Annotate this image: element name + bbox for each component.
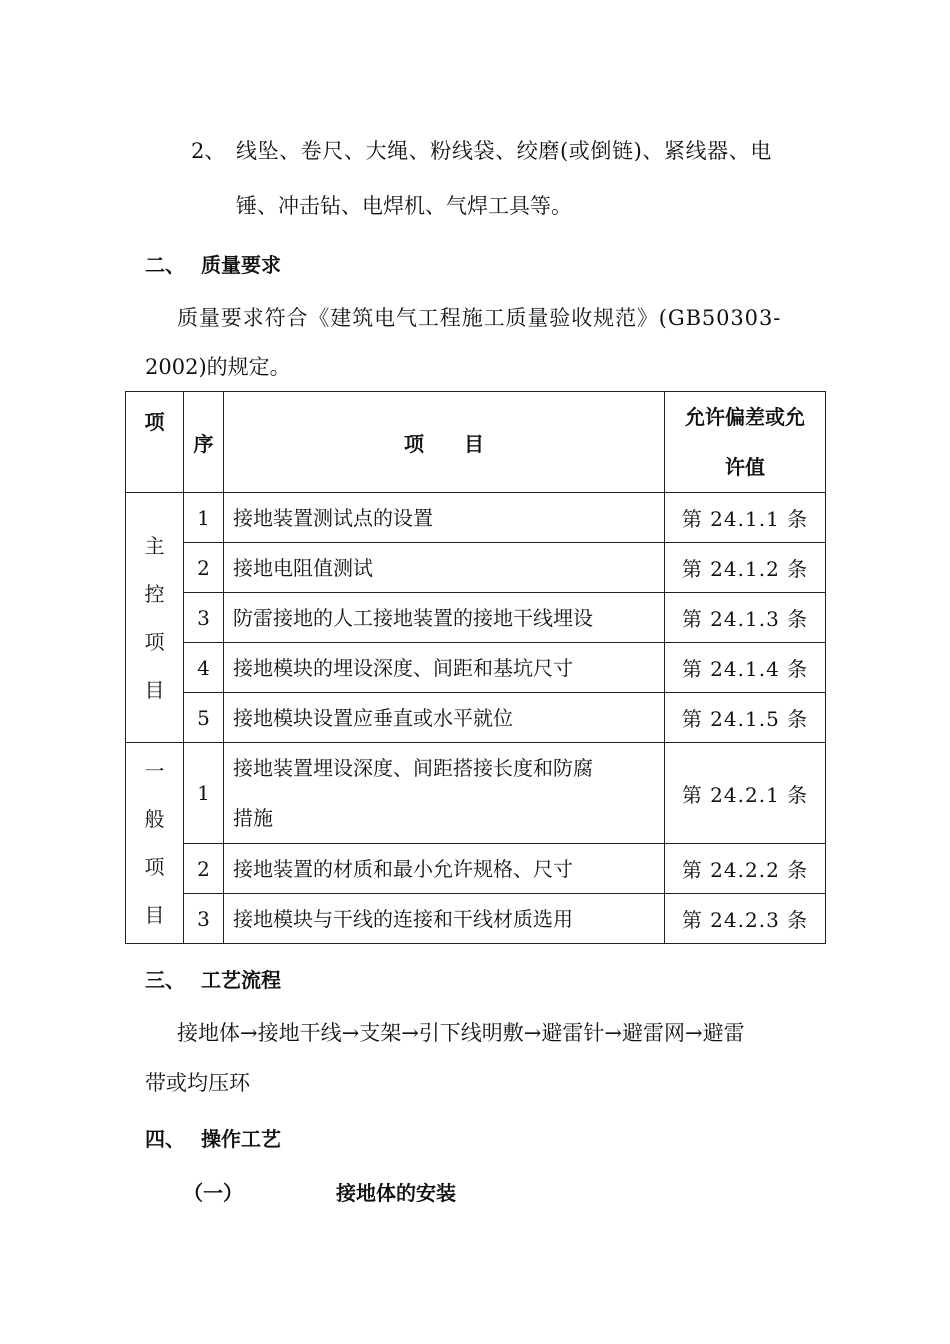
table-row — [126, 894, 826, 944]
row-item: 接地装置测试点的设置 — [224, 493, 665, 543]
header-item: 项 目 — [224, 392, 665, 493]
row-ref: 第 24.1.2 条 — [665, 543, 826, 593]
row-item: 接地模块与干线的连接和干线材质选用 — [224, 894, 665, 944]
row-ref: 第 24.1.1 条 — [665, 493, 826, 543]
tools-number: 2、 — [191, 139, 226, 163]
row-seq: 1 — [184, 743, 224, 844]
table-row — [126, 493, 826, 543]
category-char: 主 — [144, 533, 165, 558]
quality-table — [125, 391, 826, 944]
row-ref: 第 24.2.1 条 — [665, 743, 826, 844]
section3-flow-line-1: 接地体→接地干线→支架→引下线明敷→避雷针→避雷网→避雷 — [177, 1021, 745, 1045]
section4-sub-number: （一） — [183, 1181, 243, 1205]
row-seq: 2 — [184, 844, 224, 894]
section4-sub-title: 接地体的安装 — [336, 1181, 456, 1205]
row-item: 接地电阻值测试 — [224, 543, 665, 593]
header-allowance-line-1: 允许偏差或允 — [685, 405, 805, 429]
table-row — [126, 593, 826, 643]
category-char: 般 — [144, 807, 165, 831]
header-seq: 序 — [184, 392, 224, 493]
tools-line-2: 锤、冲击钻、电焊机、气焊工具等。 — [236, 194, 572, 218]
section2-number: 二、 — [145, 253, 185, 277]
section2-paragraph-line-2: 2002)的规定。 — [145, 355, 291, 379]
header-category: 项 — [126, 392, 184, 493]
category-char: 目 — [144, 677, 165, 702]
header-allowance-line-2: 许值 — [725, 455, 765, 479]
row-ref: 第 24.2.2 条 — [665, 844, 826, 894]
section4-number: 四、 — [145, 1127, 185, 1151]
table-row — [126, 643, 826, 693]
row-item: 接地模块设置应垂直或水平就位 — [224, 693, 665, 743]
section2-paragraph-line-1: 质量要求符合《建筑电气工程施工质量验收规范》(GB50303- — [177, 306, 782, 330]
category-main-control — [126, 493, 184, 743]
header-allowance — [665, 392, 826, 493]
section3-flow-line-2: 带或均压环 — [145, 1071, 250, 1095]
category-general — [126, 743, 184, 944]
row-seq: 4 — [184, 643, 224, 693]
row-ref: 第 24.2.3 条 — [665, 894, 826, 944]
row-seq: 3 — [184, 894, 224, 944]
row-item — [224, 743, 665, 844]
row-seq: 2 — [184, 543, 224, 593]
category-char: 控 — [144, 581, 165, 606]
category-char: 目 — [144, 903, 165, 927]
row-ref: 第 24.1.4 条 — [665, 643, 826, 693]
section3-number: 三、 — [145, 968, 185, 992]
row-ref: 第 24.1.5 条 — [665, 693, 826, 743]
category-char: 一 — [144, 759, 165, 783]
row-seq: 5 — [184, 693, 224, 743]
row-seq: 1 — [184, 493, 224, 543]
table-header-row — [126, 392, 826, 493]
category-char: 项 — [144, 855, 165, 879]
row-seq: 3 — [184, 593, 224, 643]
section4-title: 操作工艺 — [201, 1127, 281, 1151]
row-item: 接地装置的材质和最小允许规格、尺寸 — [224, 844, 665, 894]
table-row — [126, 844, 826, 894]
row-item-line-2: 措施 — [233, 806, 273, 830]
row-item: 接地模块的埋设深度、间距和基坑尺寸 — [224, 643, 665, 693]
row-item-line-1: 接地装置埋设深度、间距搭接长度和防腐 — [233, 756, 593, 780]
table-row — [126, 743, 826, 844]
row-item: 防雷接地的人工接地装置的接地干线埋设 — [224, 593, 665, 643]
table-row — [126, 693, 826, 743]
section2-title: 质量要求 — [201, 253, 281, 277]
category-char: 项 — [144, 629, 165, 654]
section3-title: 工艺流程 — [201, 968, 281, 992]
table-row — [126, 543, 826, 593]
tools-line-1: 线坠、卷尺、大绳、粉线袋、绞磨(或倒链)、紧线器、电 — [236, 139, 772, 163]
row-ref: 第 24.1.3 条 — [665, 593, 826, 643]
